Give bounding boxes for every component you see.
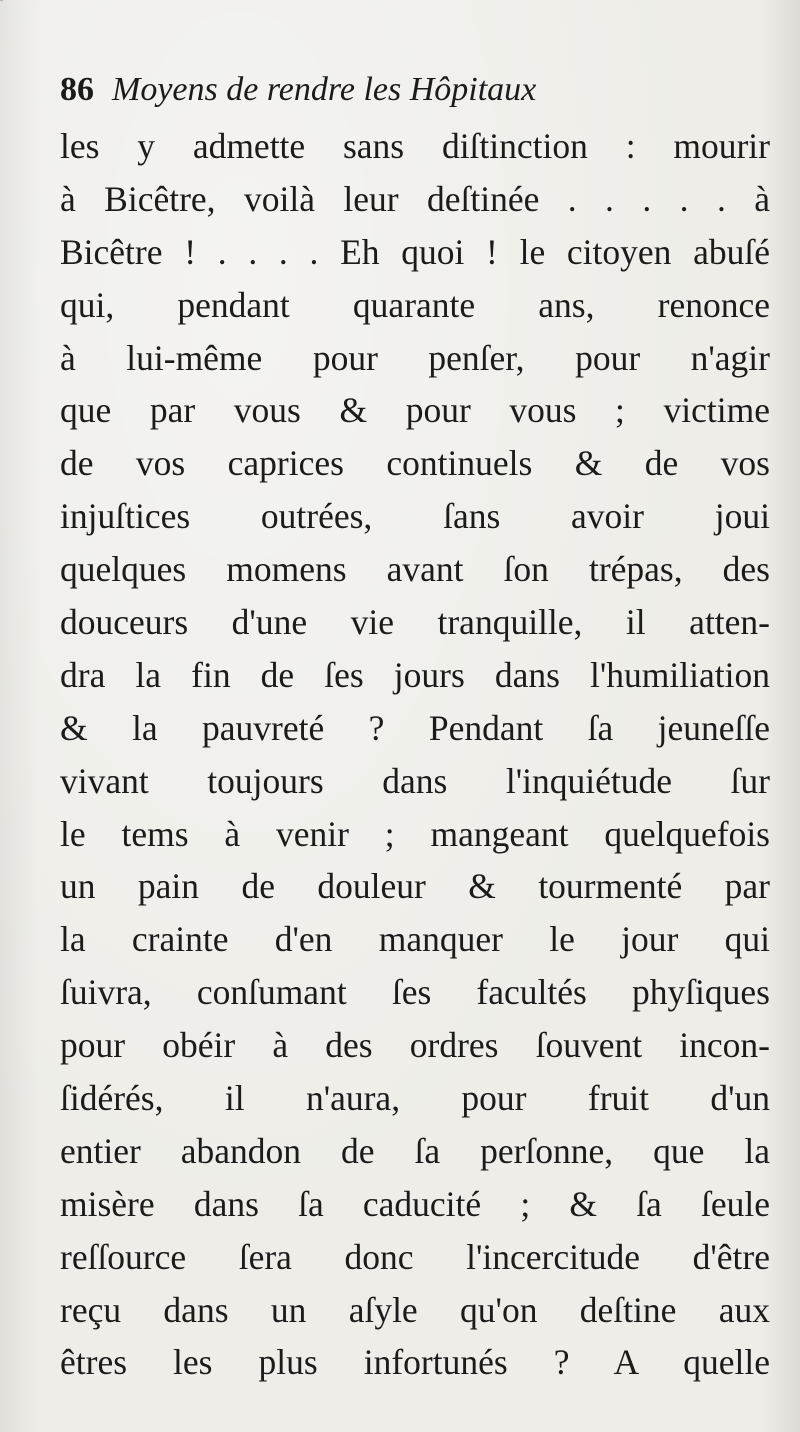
text-line: quelques momens avant ſon trépas, des	[60, 549, 770, 590]
text-line: à Bicêtre, voilà leur deſtinée . . . . . à	[60, 178, 770, 219]
page-corner-mark	[0, 0, 48, 29]
text-line: & la pauvreté ? Pendant ſa jeuneſſe	[60, 707, 770, 748]
text-line: le tems à venir ; mangeant quelquefois	[60, 813, 770, 854]
text-line: de vos caprices continuels & de vos	[60, 443, 770, 484]
text-line: dra la fin de ſes jours dans l'humiliation	[60, 654, 770, 695]
text-line: entier abandon de ſa perſonne, que la	[60, 1130, 770, 1171]
text-line: que par vous & pour vous ; victime	[60, 390, 770, 431]
text-line: à lui-même pour penſer, pour n'agir	[60, 337, 770, 378]
text-line: vivant toujours dans l'inquiétude ſur	[60, 760, 770, 801]
text-line: pour obéir à des ordres ſouvent incon-	[60, 1025, 770, 1066]
text-line: êtres les plus infortunés ? A quelle	[60, 1342, 770, 1383]
text-line: douceurs d'une vie tranquille, il atten-	[60, 602, 770, 643]
text-line: misère dans ſa caducité ; & ſa ſeule	[60, 1183, 770, 1224]
text-line: reſſource ſera donc l'incercitude d'être	[60, 1236, 770, 1277]
text-line: qui, pendant quarante ans, renonce	[60, 284, 770, 325]
page-header	[60, 66, 720, 114]
running-head: Moyens de rendre les Hôpitaux	[112, 71, 537, 108]
text-line: ſuivra, conſumant ſes facultés phyſiques	[60, 972, 770, 1013]
text-line: Bicêtre ! . . . . Eh quoi ! le citoyen abuſé	[60, 231, 770, 272]
text-line: reçu dans un aſyle qu'on deſtine aux	[60, 1289, 770, 1330]
text-line: injuſtices outrées, ſans avoir joui	[60, 496, 770, 537]
text-line: la crainte d'en manquer le jour qui	[60, 919, 770, 960]
text-line: un pain de douleur & tourmenté par	[60, 866, 770, 907]
text-line: les y admette sans diſtinction : mourir	[60, 126, 770, 166]
text-line: ſidérés, il n'aura, pour fruit d'un	[60, 1078, 770, 1119]
page-number: 86	[60, 71, 94, 108]
body-text	[60, 120, 770, 1389]
